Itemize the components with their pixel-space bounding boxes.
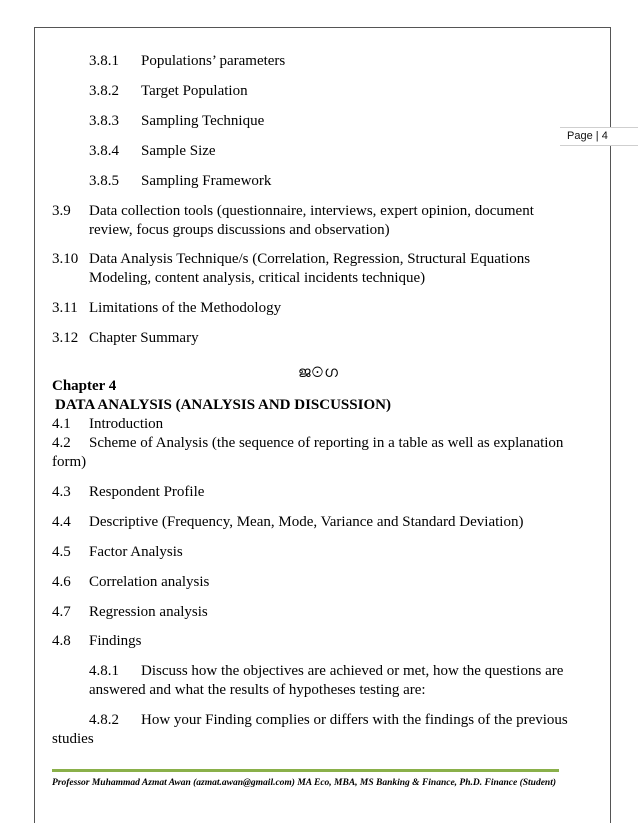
footer-rule: [52, 769, 559, 772]
subitem-number: 3.8.2: [89, 83, 119, 99]
subitem-number: 3.8.3: [89, 113, 119, 129]
subitem-number: 4.8.2: [89, 712, 119, 728]
subitem-text: Target Population: [141, 83, 248, 99]
item-number: 4.7: [52, 604, 71, 620]
item-text-line1: Limitations of the Methodology: [89, 300, 282, 316]
item-text-line2: Modeling, content analysis, critical incidents technique): [89, 270, 426, 286]
item-text: Regression analysis: [89, 604, 208, 620]
item-number: 3.12: [52, 330, 79, 346]
item-number: 4.3: [52, 484, 71, 500]
ornament-divider: ജ⊙ഗ: [298, 365, 339, 381]
item-text: Descriptive (Frequency, Mean, Mode, Variance and Standard Deviation): [89, 514, 524, 530]
item-text: Scheme of Analysis (the sequence of reporting in a table as well as explanation: [89, 435, 564, 451]
subitem-text-line1: How your Finding complies or differs with the findings of the previous: [141, 712, 568, 728]
item-text: Findings: [89, 633, 142, 649]
item-text-line1: Data Analysis Technique/s (Correlation, Regression, Structural Equations: [89, 251, 531, 267]
item-text-line1: Data collection tools (questionnaire, interviews, expert opinion, document: [89, 203, 534, 219]
subitem-text: Populations’ parameters: [141, 53, 286, 69]
subitem-number: 3.8.5: [89, 173, 119, 189]
item-text-line2: review, focus groups discussions and observation): [89, 222, 390, 238]
item-number: 4.4: [52, 514, 71, 530]
subitem-text-line2: studies: [52, 731, 94, 747]
item-number: 3.9: [52, 203, 71, 219]
item-number: 4.8: [52, 633, 71, 649]
item-number: 4.2: [52, 435, 71, 451]
item-number: 4.6: [52, 574, 71, 590]
subitem-text: Sampling Framework: [141, 173, 272, 189]
page-separator: |: [595, 130, 599, 142]
item-number: 4.1: [52, 416, 71, 432]
chapter-title: DATA ANALYSIS (ANALYSIS AND DISCUSSION): [55, 397, 391, 413]
footer-text: Professor Muhammad Azmat Awan (azmat.awan@gmail.com) MA Eco, MBA, MS Banking & Finance, Ph.D. Finance (Student): [52, 778, 557, 788]
chapter-label: Chapter 4: [52, 378, 117, 394]
page-word: Page: [567, 130, 593, 142]
subitem-text: Sample Size: [141, 143, 216, 159]
subitem-number: 4.8.1: [89, 663, 119, 679]
item-number: 3.11: [52, 300, 78, 316]
page-number-value: 4: [601, 130, 608, 142]
item-text-continued: form): [52, 454, 87, 470]
subitem-text-line1: Discuss how the objectives are achieved or met, how the questions are: [141, 663, 564, 679]
subitem-text: Sampling Technique: [141, 113, 265, 129]
item-text: Correlation analysis: [89, 574, 210, 590]
item-text-line1: Chapter Summary: [89, 330, 199, 346]
item-text: Factor Analysis: [89, 544, 183, 560]
subitem-text-line2: answered and what the results of hypotheses testing are:: [89, 682, 426, 698]
item-text: Introduction: [89, 416, 164, 432]
page-number: [560, 127, 638, 146]
item-number: 3.10: [52, 251, 79, 267]
item-text: Respondent Profile: [89, 484, 205, 500]
subitem-number: 3.8.1: [89, 53, 119, 69]
subitem-number: 3.8.4: [89, 143, 119, 159]
item-number: 4.5: [52, 544, 71, 560]
